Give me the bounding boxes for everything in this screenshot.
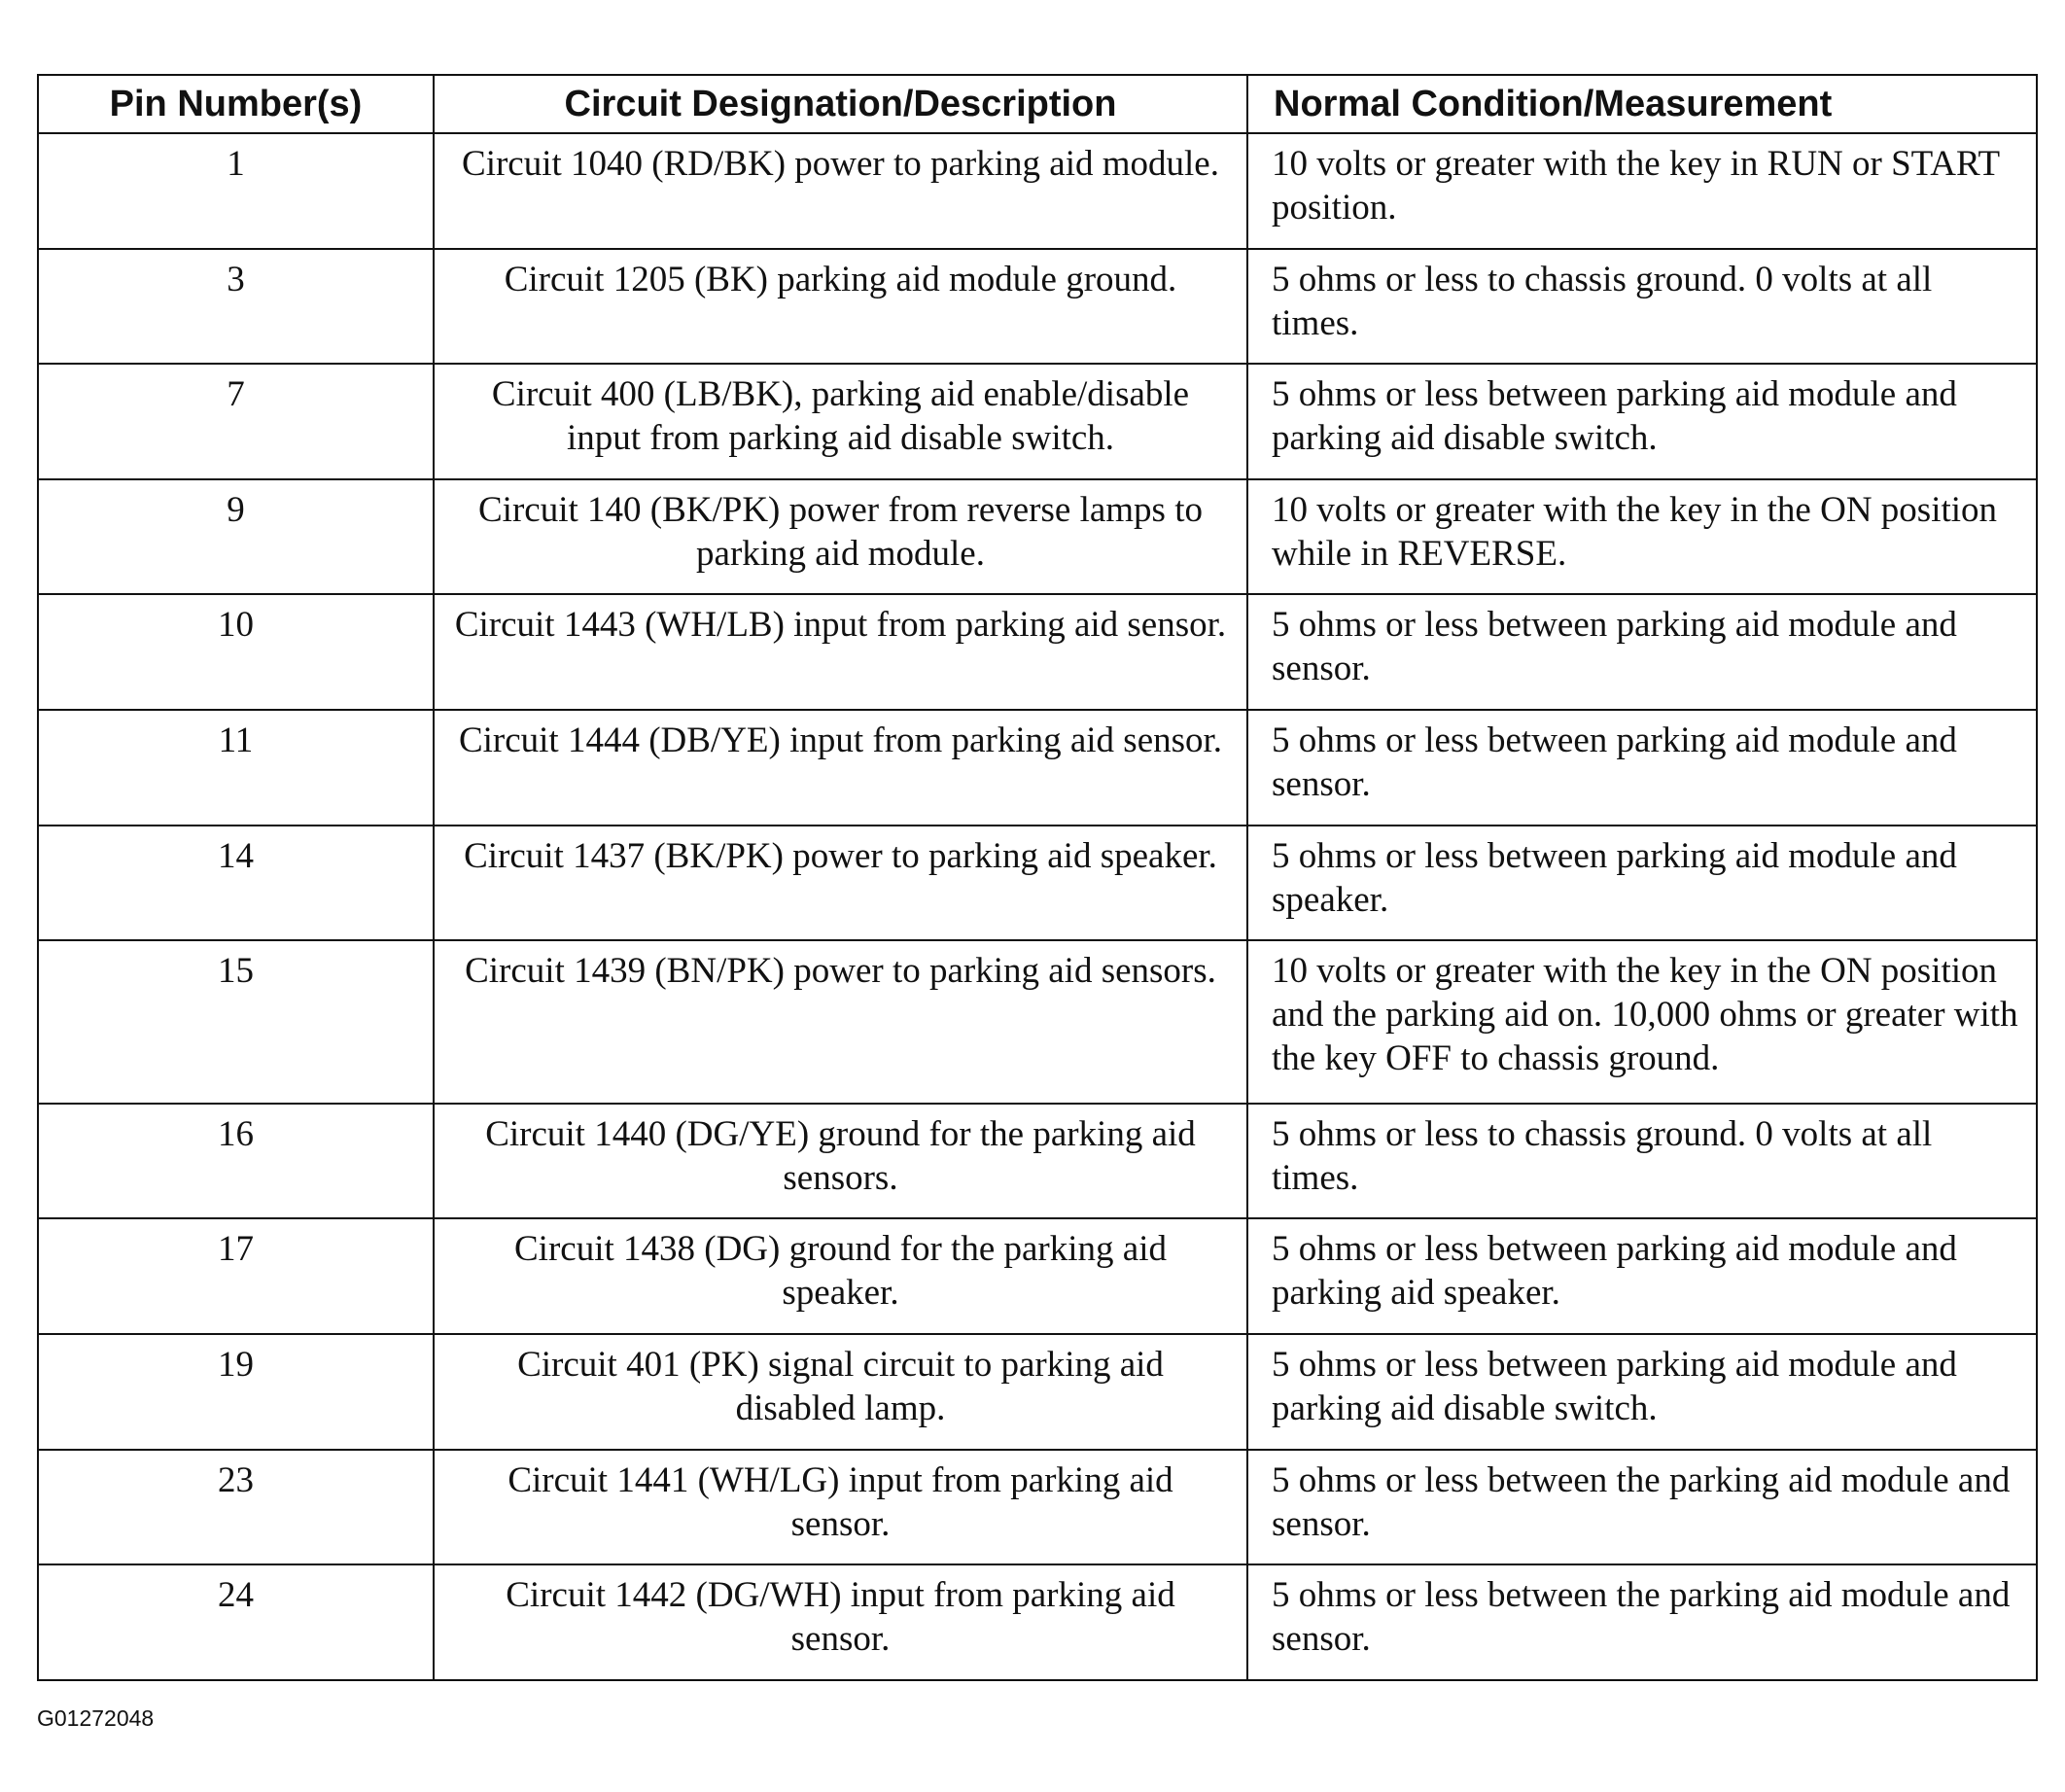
circuit-description-cell: Circuit 140 (BK/PK) power from reverse lamps to parking aid module.: [434, 479, 1247, 595]
measurement-cell: 5 ohms or less between the parking aid module and sensor.: [1247, 1564, 2037, 1680]
circuit-description-cell: Circuit 1440 (DG/YE) ground for the parking aid sensors.: [434, 1104, 1247, 1219]
circuit-description-cell: Circuit 1443 (WH/LB) input from parking aid sensor.: [434, 594, 1247, 710]
pin-number-cell: 23: [38, 1450, 434, 1565]
pin-number-cell: 9: [38, 479, 434, 595]
circuit-description-cell: Circuit 1438 (DG) ground for the parking aid speaker.: [434, 1218, 1247, 1334]
circuit-description-cell: Circuit 1439 (BN/PK) power to parking aid sensors.: [434, 940, 1247, 1104]
figure-id: G01272048: [37, 1705, 155, 1731]
circuit-description-cell: Circuit 1444 (DB/YE) input from parking aid sensor.: [434, 710, 1247, 826]
table-row: [38, 1564, 2037, 1680]
circuit-description-cell: Circuit 1441 (WH/LG) input from parking aid sensor.: [434, 1450, 1247, 1565]
header-circuit-description: Circuit Designation/Description: [434, 75, 1247, 133]
pin-number-cell: 19: [38, 1334, 434, 1450]
table-header: [38, 75, 2037, 133]
pin-number-cell: 14: [38, 826, 434, 941]
circuit-description-cell: Circuit 1205 (BK) parking aid module ground.: [434, 249, 1247, 365]
measurement-cell: 5 ohms or less between parking aid module and parking aid disable switch.: [1247, 1334, 2037, 1450]
header-row: [38, 75, 2037, 133]
pin-number-cell: 10: [38, 594, 434, 710]
pin-number-cell: 17: [38, 1218, 434, 1334]
measurement-cell: 5 ohms or less between parking aid module and parking aid speaker.: [1247, 1218, 2037, 1334]
measurement-cell: 5 ohms or less to chassis ground. 0 volts at all times.: [1247, 249, 2037, 365]
measurement-cell: 5 ohms or less between the parking aid module and sensor.: [1247, 1450, 2037, 1565]
pin-number-cell: 11: [38, 710, 434, 826]
table-row: [38, 364, 2037, 479]
circuit-description-cell: Circuit 1040 (RD/BK) power to parking aid module.: [434, 133, 1247, 249]
pinout-table: [37, 74, 2038, 1681]
pin-number-cell: 24: [38, 1564, 434, 1680]
circuit-description-cell: Circuit 400 (LB/BK), parking aid enable/disable input from parking aid disable switch.: [434, 364, 1247, 479]
header-pin-numbers: Pin Number(s): [38, 75, 434, 133]
measurement-cell: 5 ohms or less between parking aid module and speaker.: [1247, 826, 2037, 941]
pin-number-cell: 15: [38, 940, 434, 1104]
circuit-description-cell: Circuit 401 (PK) signal circuit to parking aid disabled lamp.: [434, 1334, 1247, 1450]
table-row: [38, 710, 2037, 826]
table-row: [38, 940, 2037, 1104]
pin-number-cell: 1: [38, 133, 434, 249]
measurement-cell: 10 volts or greater with the key in the ON position and the parking aid on. 10,000 ohms or greater with the key OFF to chassis ground.: [1247, 940, 2037, 1104]
measurement-cell: 5 ohms or less between parking aid module and sensor.: [1247, 710, 2037, 826]
circuit-description-cell: Circuit 1442 (DG/WH) input from parking aid sensor.: [434, 1564, 1247, 1680]
table-row: [38, 594, 2037, 710]
table-row: [38, 249, 2037, 365]
table-row: [38, 1218, 2037, 1334]
table-row: [38, 479, 2037, 595]
measurement-cell: 10 volts or greater with the key in the ON position while in REVERSE.: [1247, 479, 2037, 595]
table-row: [38, 133, 2037, 249]
pin-number-cell: 7: [38, 364, 434, 479]
measurement-cell: 5 ohms or less between parking aid module and parking aid disable switch.: [1247, 364, 2037, 479]
table-row: [38, 1104, 2037, 1219]
circuit-description-cell: Circuit 1437 (BK/PK) power to parking aid speaker.: [434, 826, 1247, 941]
table-row: [38, 1334, 2037, 1450]
header-normal-condition: Normal Condition/Measurement: [1247, 75, 2037, 133]
pin-number-cell: 3: [38, 249, 434, 365]
table-row: [38, 1450, 2037, 1565]
measurement-cell: 5 ohms or less to chassis ground. 0 volts at all times.: [1247, 1104, 2037, 1219]
pin-number-cell: 16: [38, 1104, 434, 1219]
measurement-cell: 5 ohms or less between parking aid module and sensor.: [1247, 594, 2037, 710]
table-body: [38, 133, 2037, 1680]
table-row: [38, 826, 2037, 941]
measurement-cell: 10 volts or greater with the key in RUN or START position.: [1247, 133, 2037, 249]
